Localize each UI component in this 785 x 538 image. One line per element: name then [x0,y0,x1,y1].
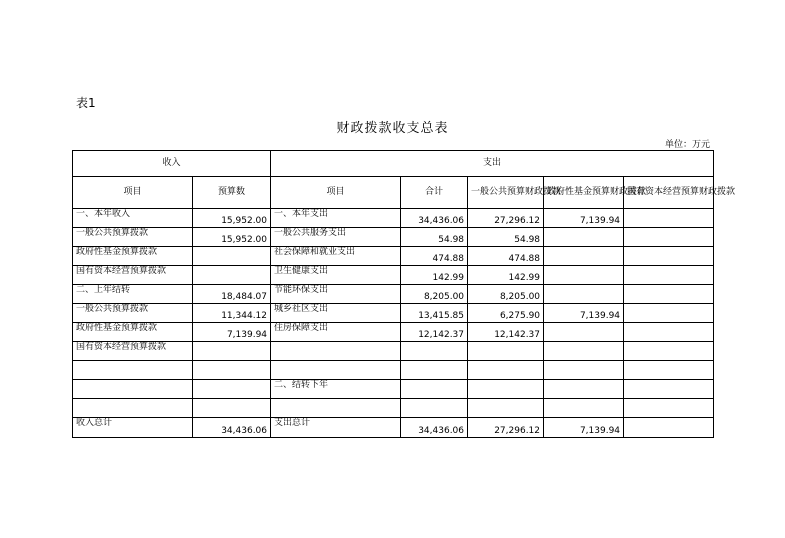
col-fund-budget: 政府性基金预算财政拨款 [544,177,624,209]
table-row [73,285,714,304]
fund-budget-cell [544,228,624,247]
state-capital-cell [624,342,714,361]
expense-item-cell: 一般公共服务支出 [271,228,401,247]
general-budget-cell [468,361,544,380]
table-number-label: 表1 [76,96,96,110]
fund-budget-cell [544,399,624,418]
general-budget-cell: 8,205.00 [468,285,544,304]
fund-budget-cell [544,323,624,342]
income-amount-cell: 18,484.07 [193,285,271,304]
total-cell [401,399,468,418]
expense-item-cell: 二、结转下年 [271,380,401,399]
state-capital-cell [624,266,714,285]
fund-budget-cell [544,380,624,399]
income-item-cell: 国有资本经营预算拨款 [73,266,193,285]
totals-income-item-cell: 收入总计 [73,418,193,438]
state-capital-cell [624,228,714,247]
income-amount-cell [193,380,271,399]
general-budget-cell: 142.99 [468,266,544,285]
total-cell: 34,436.06 [401,209,468,228]
income-item-cell: 二、上年结转 [73,285,193,304]
state-capital-cell [624,399,714,418]
expense-item-cell: 社会保障和就业支出 [271,247,401,266]
total-cell: 8,205.00 [401,285,468,304]
income-amount-cell [193,361,271,380]
expense-item-cell [271,399,401,418]
general-budget-cell: 6,275.90 [468,304,544,323]
general-budget-cell: 27,296.12 [468,209,544,228]
fund-budget-cell [544,285,624,304]
table-row [73,228,714,247]
total-cell [401,361,468,380]
table-row [73,380,714,399]
fiscal-summary-table [72,150,736,438]
col-expense-item: 项目 [271,177,401,209]
income-item-cell: 国有资本经营预算拨款 [73,342,193,361]
totals-general-budget-cell: 27,296.12 [468,418,544,438]
col-income-item: 项目 [73,177,193,209]
state-capital-cell [624,247,714,266]
income-amount-cell [193,247,271,266]
col-state-capital: 国有资本经营预算财政拨款 [624,177,714,209]
expense-item-cell [271,342,401,361]
total-cell [401,342,468,361]
fund-budget-cell [544,247,624,266]
income-item-cell [73,380,193,399]
general-budget-cell [468,342,544,361]
table-row [73,266,714,285]
income-amount-cell: 15,952.00 [193,228,271,247]
totals-fund-budget-cell: 7,139.94 [544,418,624,438]
table-row [73,361,714,380]
total-cell: 12,142.37 [401,323,468,342]
totals-row [73,418,714,438]
header-group-row [73,151,714,177]
general-budget-cell: 474.88 [468,247,544,266]
col-income-budget: 预算数 [193,177,271,209]
income-item-cell [73,399,193,418]
total-cell: 474.88 [401,247,468,266]
total-cell: 54.98 [401,228,468,247]
general-budget-cell: 54.98 [468,228,544,247]
general-budget-cell [468,380,544,399]
expense-header: 支出 [271,151,714,177]
general-budget-cell [468,399,544,418]
expense-item-cell: 一、本年支出 [271,209,401,228]
expense-item-cell: 住房保障支出 [271,323,401,342]
state-capital-cell [624,285,714,304]
income-amount-cell [193,399,271,418]
income-item-cell: 政府性基金预算拨款 [73,323,193,342]
income-item-cell [73,361,193,380]
table-row [73,304,714,323]
income-item-cell: 政府性基金预算拨款 [73,247,193,266]
table-row [73,399,714,418]
totals-expense-item-cell: 支出总计 [271,418,401,438]
state-capital-cell [624,380,714,399]
state-capital-cell [624,323,714,342]
income-amount-cell: 15,952.00 [193,209,271,228]
income-amount-cell: 7,139.94 [193,323,271,342]
unit-label: 单位：万元 [664,140,710,150]
total-cell: 142.99 [401,266,468,285]
income-amount-cell [193,342,271,361]
state-capital-cell [624,361,714,380]
total-cell [401,380,468,399]
general-budget-cell: 12,142.37 [468,323,544,342]
col-general-budget: 一般公共预算财政拨款 [468,177,544,209]
state-capital-cell [624,304,714,323]
table-row [73,323,714,342]
col-total: 合计 [401,177,468,209]
column-header-row [73,177,714,209]
expense-item-cell: 节能环保支出 [271,285,401,304]
fund-budget-cell: 7,139.94 [544,209,624,228]
fund-budget-cell: 7,139.94 [544,304,624,323]
income-amount-cell: 11,344.12 [193,304,271,323]
total-cell: 13,415.85 [401,304,468,323]
expense-item-cell: 城乡社区支出 [271,304,401,323]
expense-item-cell [271,361,401,380]
totals-income-amount-cell: 34,436.06 [193,418,271,438]
totals-state-capital-cell [624,418,714,438]
income-item-cell: 一、本年收入 [73,209,193,228]
fund-budget-cell [544,342,624,361]
table-row [73,247,714,266]
fund-budget-cell [544,266,624,285]
income-amount-cell [193,266,271,285]
income-header: 收入 [73,151,271,177]
table-row [73,342,714,361]
fund-budget-cell [544,361,624,380]
expense-item-cell: 卫生健康支出 [271,266,401,285]
document-title: 财政拨款收支总表 [336,121,449,136]
totals-total-cell: 34,436.06 [401,418,468,438]
state-capital-cell [624,209,714,228]
income-item-cell: 一般公共预算拨款 [73,228,193,247]
income-item-cell: 一般公共预算拨款 [73,304,193,323]
table-row [73,209,714,228]
